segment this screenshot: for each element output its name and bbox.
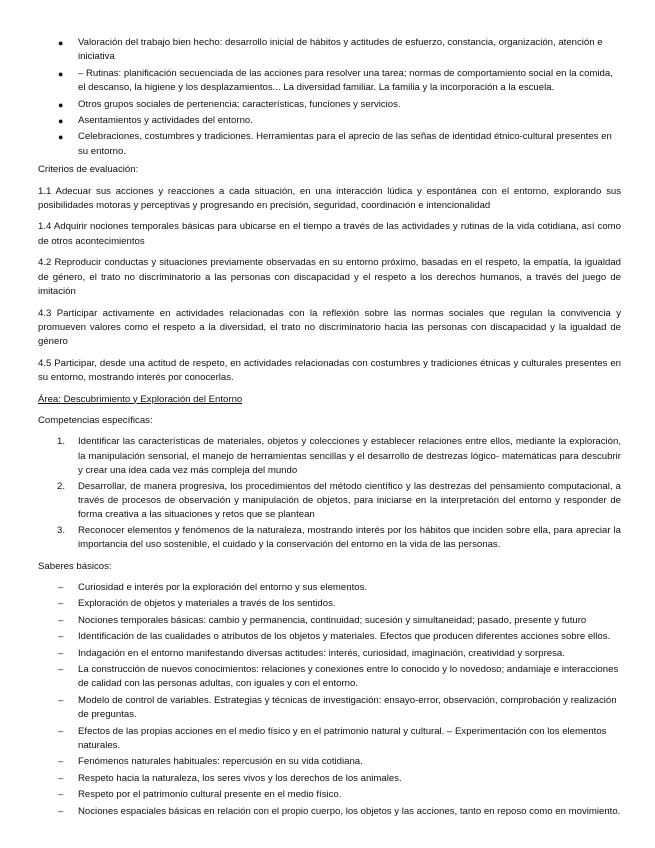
criterion-paragraph: 4.2 Reproducir conductas y situaciones previamente observadas en su entorno próximo, basadas en el respeto, la empatía, la igualdad de género, el trato no discriminatorio a las personas con discapacidad y el respeto a los derechos humanos, a través del juego de imitación [38,257,621,298]
dash-icon: – [58,582,64,593]
saberes-list [38,581,621,819]
competencia-item [38,435,621,478]
competencias-heading: Competencias específicas: [38,414,153,426]
dash-icon: – [58,694,64,706]
saber-item [38,581,621,595]
saber-item [38,725,621,754]
saber-item [38,755,621,769]
bullet-icon: ● [58,116,64,127]
bullet-item [38,114,621,128]
bullet-icon: ● [58,132,64,143]
dash-icon: – [58,647,64,659]
saber-item [38,647,621,661]
dash-icon: – [58,631,64,643]
dash-icon: – [58,756,64,768]
bullet-text: – Rutinas: planificación secuenciada de las acciones para resolver una tarea; normas de comportamiento social en la comida, el descanso, la higiene y los desplazamientos... La diversidad familiar. La familia y la incorporación a la escuela. [78,67,613,94]
bullet-item [38,98,621,112]
saber-text: Respeto por el patrimonio cultural presente en el medio físico. [78,789,342,801]
saber-text: La construcción de nuevos conocimientos: relaciones y conexiones entre lo conocido y lo novedoso; andamiaje e interacciones de calidad con las personas adultas, con iguales y con el entorno. [78,664,619,690]
dash-icon: – [58,805,64,817]
competencia-item [38,524,621,553]
saber-text: Identificación de las cualidades o atributos de los objetos y materiales. Efectos que producen diferentes acciones sobre ellos. [78,631,611,643]
bullet-text: Celebraciones, costumbres y tradiciones. Herramientas para el aprecio de las señas de identidad étnico-cultural presentes en su entorno. [78,131,612,157]
dash-icon: – [58,598,64,610]
saber-text: Nociones espaciales básicas en relación con el propio cuerpo, los objetos y las acciones, tanto en reposo como en movimiento. [78,805,621,817]
competencia-item [38,480,621,523]
saber-text: Curiosidad e interés por la exploración del entorno y sus elementos. [78,582,368,593]
saber-text: Respeto hacia la naturaleza, los seres vivos y los derechos de los animales. [78,772,402,784]
competencia-text: Identificar las características de materiales, objetos y colecciones y establecer relaciones entre ellos, mediante la exploración, la manipulación sensorial, el manejo de herramientas sencillas y el desarrollo de destrezas lógico- matemáticas para descubrir y crear una idea cada vez más compleja del mundo [78,436,621,477]
bullet-list [38,36,621,159]
competencia-text: Reconocer elementos y fenómenos de la naturaleza, mostrando interés por los hábitos que inciden sobre ella, para apreciar la importancia del uso sostenible, el cuidado y la conservación del entorno en la vida de las personas. [78,524,621,551]
bullet-icon: ● [58,99,64,110]
saber-text: Indagación en el entorno manifestando diversas actitudes: interés, curiosidad, imaginación, creatividad y sorpresa. [78,647,565,659]
bullet-text: Valoración del trabajo bien hecho: desarrollo inicial de hábitos y actitudes de esfuerzo, constancia, organización, atención e iniciativa [78,37,603,63]
bullet-text: Otros grupos sociales de pertenencia: características, funciones y servicios. [78,98,401,110]
criterion-paragraph: 1.4 Adquirir nociones temporales básicas para ubicarse en el tiempo a través de las actividades y rutinas de la vida cotidiana, así como de otros acontecimientos [38,221,621,247]
area-title: Área: Descubrimiento y Exploración del Entorno [38,393,243,405]
saber-item [38,630,621,644]
item-number: 1. [57,436,66,448]
saber-text: Modelo de control de variables. Estrategias y técnicas de investigación: ensayo-error, observación, comprobación y realización de preguntas. [78,694,617,721]
bullet-icon: ● [58,68,64,79]
dash-icon: – [58,614,64,626]
bullet-icon: ● [58,38,64,48]
criteria-heading: Criterios de evaluación: [38,164,139,176]
saber-item [38,694,621,723]
saber-item [38,788,621,802]
saber-text: Exploración de objetos y materiales a través de los sentidos. [78,598,336,610]
item-number: 3. [57,524,66,536]
bullet-item [38,36,621,65]
saber-item [38,663,621,692]
dash-icon: – [58,725,64,737]
criterion-paragraph: 4.5 Participar, desde una actitud de respeto, en actividades relacionadas con costumbres y tradiciones étnicas y culturales presentes en su entorno, mostrando interés por conocerlas. [38,357,621,384]
competencia-text: Desarrollar, de manera progresiva, los procedimientos del método científico y las destrezas del pensamiento computacional, a través de procesos de observación y manipulación de objetos, para iniciarse en la interpretación del entorno y responder de forma creativa a las situaciones y retos que se plantean [78,480,621,521]
bullet-item [38,130,621,159]
saberes-heading: Saberes básicos: [38,560,112,572]
saber-item [38,805,621,819]
bullet-item [38,67,621,96]
saber-text: Fenómenos naturales habituales: repercusión en su vida cotidiana. [78,756,363,768]
saber-item [38,597,621,611]
dash-icon: – [58,664,64,676]
saber-item [38,614,621,628]
dash-icon: – [58,789,64,801]
competencias-list [38,435,621,552]
bullet-text: Asentamientos y actividades del entorno. [78,115,253,127]
dash-icon: – [58,772,64,784]
saber-text: Nociones temporales básicas: cambio y permanencia, continuidad; sucesión y simultaneidad; pasado, presente y futuro [78,614,587,626]
criterion-paragraph: 1.1 Adecuar sus acciones y reacciones a cada situación, en una interacción lúdica y espontánea con el entorno, explorando sus posibilidades motoras y perceptivas y progresando en precisión, seguridad, coordinación e intencionalidad [38,185,621,212]
saber-item [38,772,621,786]
item-number: 2. [57,480,66,492]
saber-text: Efectos de las propias acciones en el medio físico y en el patrimonio natural y cultural. – Experimentación con los elementos naturales. [78,725,607,752]
criterion-paragraph: 4.3 Participar activamente en actividades relacionadas con la reflexión sobre las normas sociales que regulan la convivencia y promueven valores como el respeto a la diversidad, el trato no discriminatorio hacia las personas con discapacidad y la igualdad de género [38,307,621,348]
